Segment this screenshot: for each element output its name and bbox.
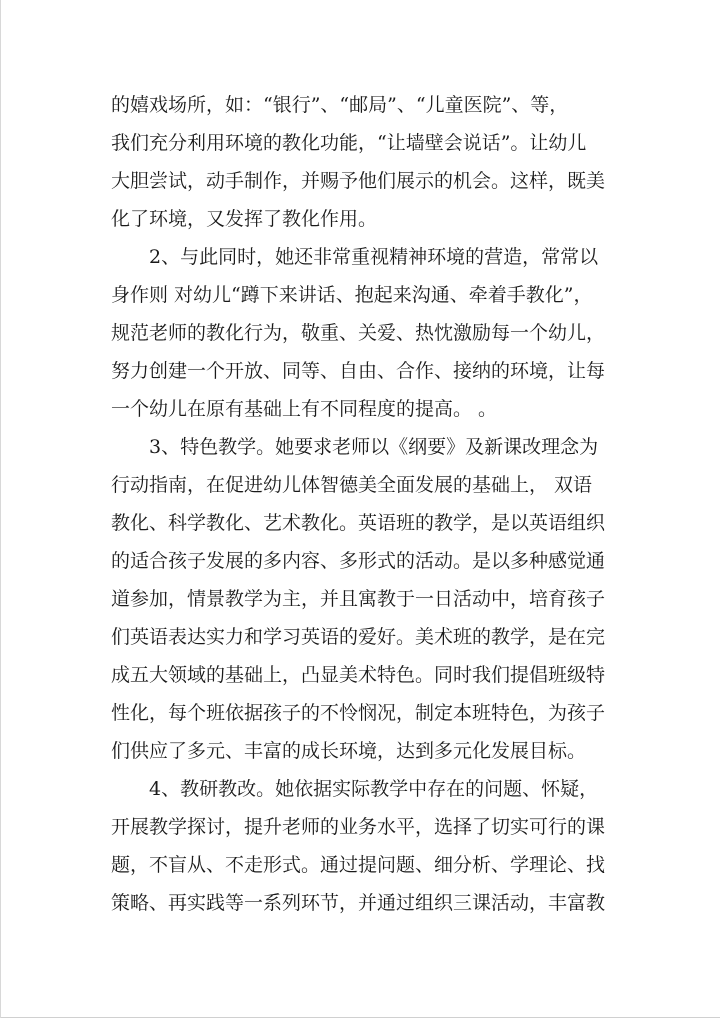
- text-line-19: 4、教研教改。她依据实际教学中存在的问题、怀疑，: [111, 778, 599, 800]
- text-line-4: 化了环境，又发挥了教化作用。: [111, 208, 378, 230]
- text-line-17: 性化，每个班依据孩子的不怜悯况，制定本班特色，为孩子: [111, 702, 606, 724]
- text-line-1: 的嬉戏场所，如：“银行”、“邮局”、“儿童医院”、等，: [111, 94, 569, 116]
- text-line-14: 道参加，情景教学为主，并且寓教于一日活动中，培育孩子: [111, 588, 606, 610]
- text-line-20: 开展教学探讨，提升老师的业务水平，选择了切实可行的课: [111, 816, 606, 838]
- text-line-18: 们供应了多元、丰富的成长环境，达到多元化发展目标。: [111, 740, 587, 762]
- text-line-3: 大胆尝试，动手制作，并赐予他们展示的机会。这样，既美: [111, 170, 606, 192]
- text-line-2: 我们充分利用环境的教化功能，“让墙壁会说话”。让幼儿: [111, 132, 587, 154]
- text-line-12: 教化、科学教化、艺术教化。英语班的教学，是以英语组织: [111, 512, 606, 534]
- text-line-21: 题，不盲从、不走形式。通过提问题、细分析、学理论、找: [111, 854, 606, 876]
- text-line-16: 成五大领域的基础上，凸显美术特色。同时我们提倡班级特: [111, 664, 606, 686]
- text-line-9: 一个幼儿在原有基础上有不同程度的提高。 。: [111, 398, 498, 420]
- text-line-11: 行动指南，在促进幼儿体智德美全面发展的基础上， 双语: [111, 474, 593, 496]
- text-line-13: 的适合孩子发展的多内容、多形式的活动。是以多种感觉通: [111, 550, 606, 572]
- text-line-22: 策略、再实践等一系列环节，并通过组织三课活动，丰富教: [111, 892, 606, 914]
- body-text: [111, 86, 611, 922]
- text-line-8: 努力创建一个开放、同等、自由、合作、接纳的环境，让每: [111, 360, 606, 382]
- text-line-5: 2、与此同时，她还非常重视精神环境的营造，常常以: [111, 246, 599, 268]
- text-line-6: 身作则 对幼儿“蹲下来讲话、抱起来沟通、牵着手教化”，: [111, 284, 593, 306]
- text-line-7: 规范老师的教化行为，敬重、关爱、热忱激励每一个幼儿，: [111, 322, 606, 344]
- text-line-10: 3、特色教学。她要求老师以《纲要》及新课改理念为: [111, 436, 599, 458]
- text-line-15: 们英语表达实力和学习英语的爱好。美术班的教学，是在完: [111, 626, 606, 648]
